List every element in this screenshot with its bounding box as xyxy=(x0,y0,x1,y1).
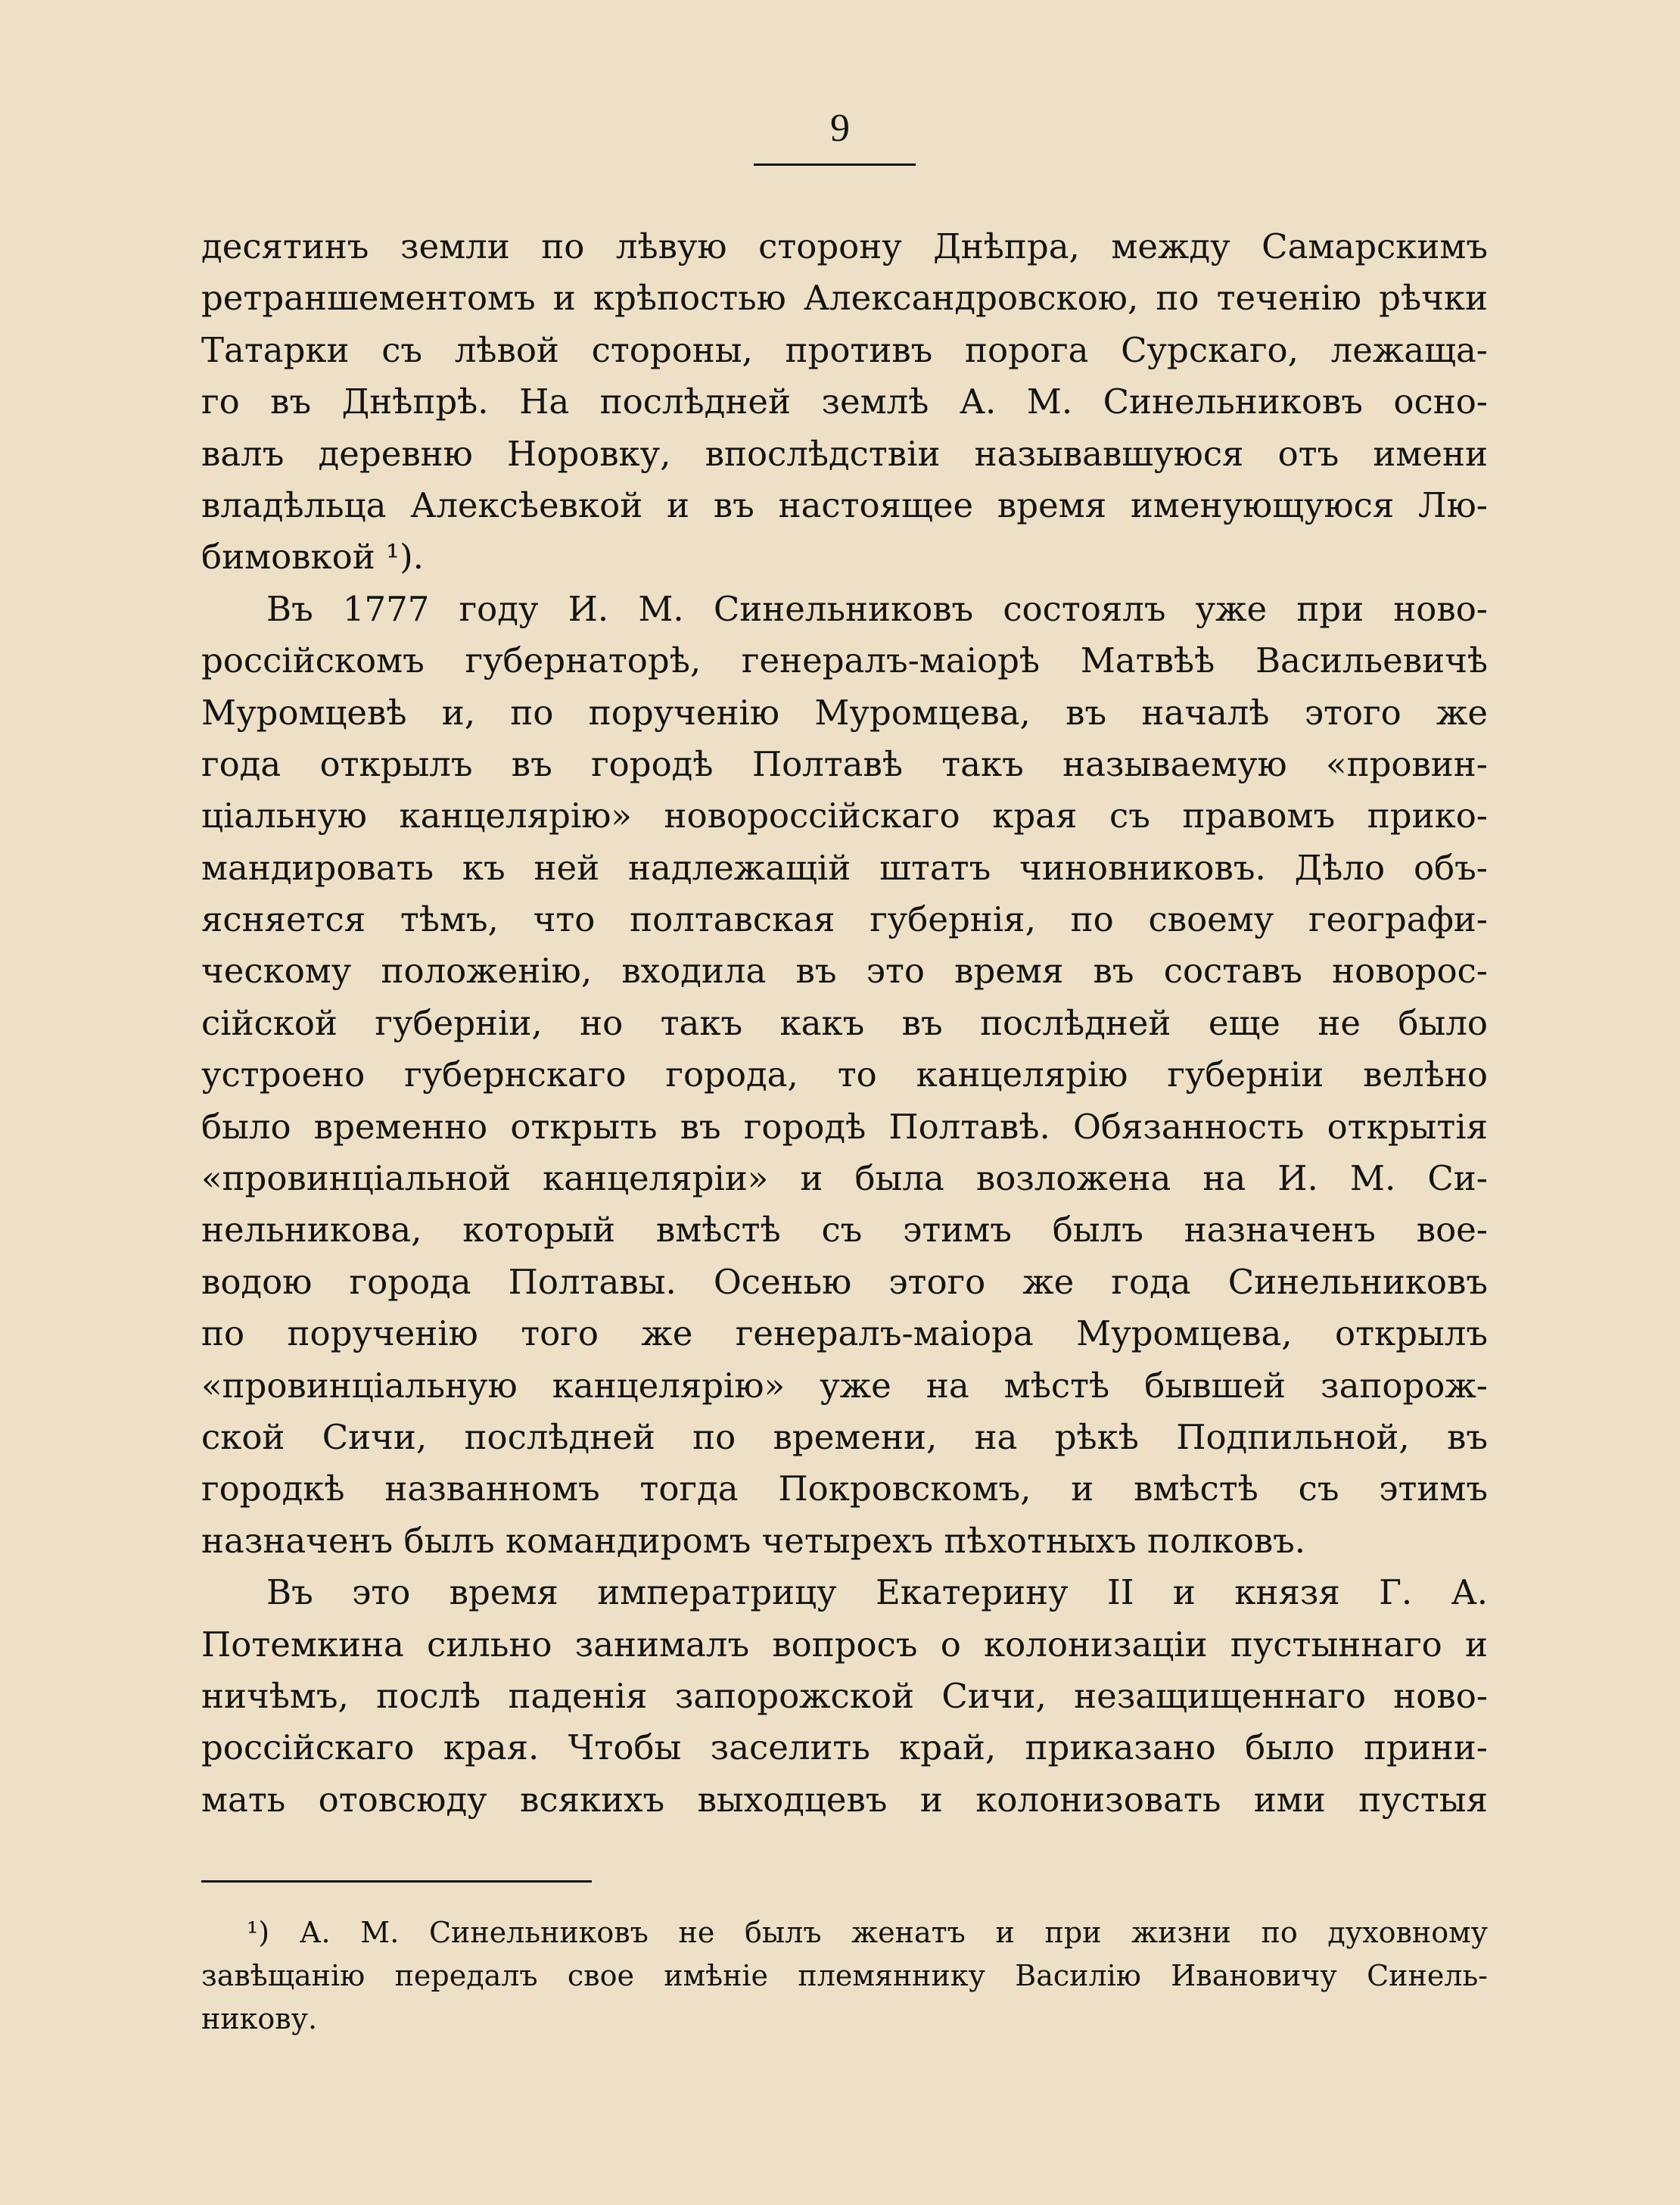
text-line: Въ это время императрицу Екатерину II и князя Г. А. xyxy=(266,1572,1488,1613)
page-number: 9 xyxy=(830,107,850,150)
text-line: устроено губернскаго города, то канцелярію губерніи велѣно xyxy=(201,1054,1488,1095)
text-line: Татарки съ лѣвой стороны, противъ порога Сурскаго, лежаща- xyxy=(201,329,1488,370)
text-line: ретраншементомъ и крѣпостью Александровскою, по теченію рѣчки xyxy=(201,278,1488,319)
text-line: ясняется тѣмъ, что полтавская губернія, по своему географи- xyxy=(201,899,1488,940)
paragraph-3 xyxy=(201,1567,1488,1826)
text-line: «провинціальную канцелярію» уже на мѣстѣ бывшей запорож- xyxy=(201,1365,1488,1406)
footnote-rule xyxy=(201,1880,592,1883)
text-line: Муромцевѣ и, по порученію Муромцева, въ началѣ этого же xyxy=(201,692,1488,733)
footnote-line: завѣщанію передалъ свое имѣніе племяннику Василію Ивановичу Синель- xyxy=(201,1959,1488,1992)
text-line: городкѣ названномъ тогда Покровскомъ, и вмѣстѣ съ этимъ xyxy=(201,1468,1488,1509)
text-line: валъ деревню Норовку, впослѣдствіи называвшуюся отъ имени xyxy=(201,433,1488,474)
text-line: владѣльца Алексѣевкой и въ настоящее время именующуюся Лю- xyxy=(201,484,1488,525)
text-line: было временно открыть въ городѣ Полтавѣ. Обязанность открытія xyxy=(201,1106,1488,1147)
text-line: сійской губерніи, но такъ какъ въ послѣдней еще не было xyxy=(201,1002,1488,1043)
text-line: назначенъ былъ командиромъ четырехъ пѣхотныхъ полковъ. xyxy=(201,1520,1306,1561)
footnotes xyxy=(201,1911,1488,2041)
text-line: россійскаго края. Чтобы заселить край, приказано было прини- xyxy=(201,1727,1488,1768)
text-line: Въ 1777 году И. М. Синельниковъ состоялъ уже при ново- xyxy=(266,588,1488,629)
text-line: мать отовсюду всякихъ выходцевъ и колонизовать ими пустыя xyxy=(201,1779,1488,1820)
footnote-1 xyxy=(201,1911,1488,2041)
text-line: ской Сичи, послѣдней по времени, на рѣкѣ Подпильной, въ xyxy=(201,1416,1488,1457)
paragraph-2 xyxy=(201,584,1488,1567)
text-line: ціальную канцелярію» новороссійскаго края съ правомъ прико- xyxy=(201,796,1488,836)
text-line: года открылъ въ городѣ Полтавѣ такъ называемую «провин- xyxy=(201,743,1488,784)
paragraph-1 xyxy=(201,221,1488,584)
text-line: го въ Днѣпрѣ. На послѣдней землѣ А. М. Синельниковъ осно- xyxy=(201,382,1488,422)
body-text xyxy=(201,221,1488,1826)
text-line: ческому положенію, входила въ это время въ составъ новорос- xyxy=(201,951,1488,992)
text-line: мандировать къ ней надлежащій штатъ чиновниковъ. Дѣло объ- xyxy=(201,847,1488,888)
text-line: «провинціальной канцеляріи» и была возложена на И. М. Си- xyxy=(201,1158,1488,1199)
text-line: Потемкина сильно занималъ вопросъ о колонизаціи пустыннаго и xyxy=(201,1624,1488,1665)
text-line: десятинъ земли по лѣвую сторону Днѣпра, между Самарскимъ xyxy=(201,226,1488,266)
footnote-line: ¹) А. М. Синельниковъ не былъ женатъ и при жизни по духовному xyxy=(247,1916,1488,1949)
text-line: нельникова, который вмѣстѣ съ этимъ былъ назначенъ вое- xyxy=(201,1210,1488,1250)
text-line: бимовкой ¹). xyxy=(201,537,424,578)
text-line: россійскомъ губернаторѣ, генералъ-маiорѣ Матвѣѣ Васильевичѣ xyxy=(201,640,1488,681)
text-line: водою города Полтавы. Осенью этого же года Синельниковъ xyxy=(201,1261,1488,1302)
header-rule xyxy=(754,164,916,166)
text-line: ничѣмъ, послѣ паденія запорожской Сичи, незащищеннаго ново- xyxy=(201,1675,1488,1716)
footnote-line: никову. xyxy=(201,2002,318,2035)
text-line: по порученію того же генералъ-маiора Муромцева, открылъ xyxy=(201,1313,1488,1354)
